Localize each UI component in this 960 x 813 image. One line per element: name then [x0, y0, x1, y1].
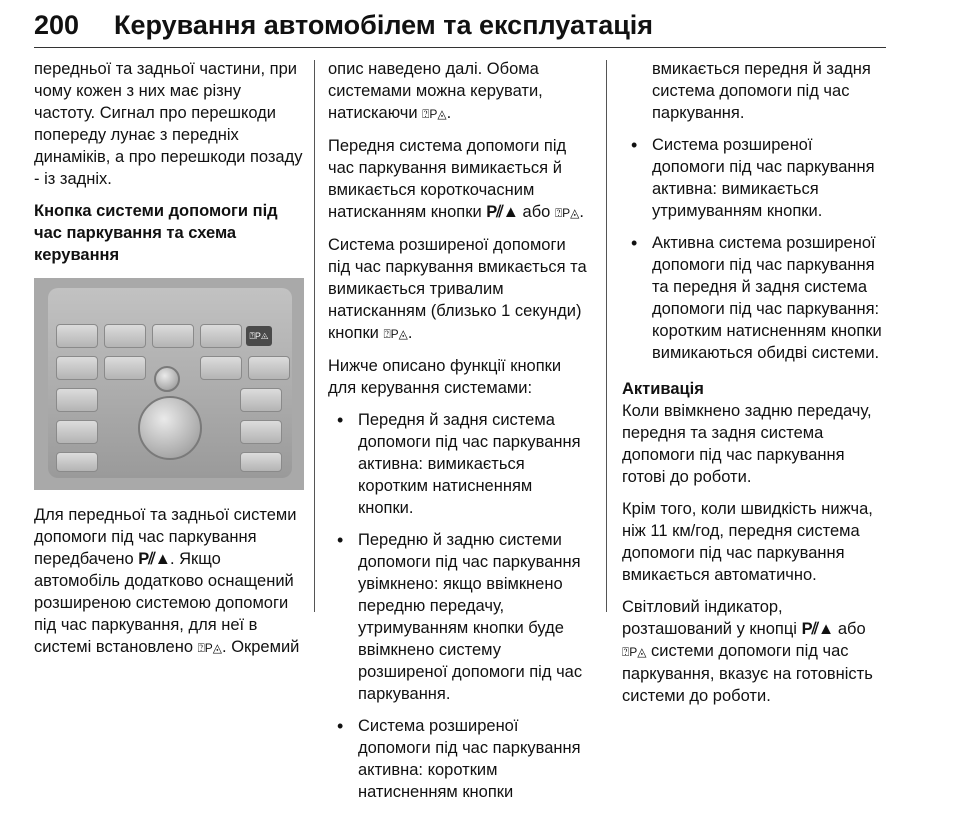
panel-button [240, 452, 282, 472]
parking-camera-icon: ⍰P◬ [197, 641, 223, 655]
paragraph: Система розширеної допомоги під час паркування вмикається та вимикається тривалим натисканням (близько 1 секунди) кнопки ⍰P◬. [328, 236, 587, 342]
page-title: Керування автомобілем та експлуатація [114, 10, 654, 40]
control-panel-photo [34, 278, 304, 490]
parking-camera-icon: ⍰P◬ [622, 645, 647, 659]
page-number: 200 [34, 10, 80, 40]
panel-button [56, 388, 98, 412]
column-divider [606, 60, 607, 612]
parking-camera-icon: ⍰P◬ [383, 327, 408, 341]
panel-button [200, 324, 242, 348]
parking-p-icon: P⫽▲ [801, 620, 834, 638]
section-heading: Активація [622, 380, 704, 398]
control-knob [138, 396, 202, 460]
column-divider [314, 60, 315, 612]
paragraph: передньої та задньої частини, при чому кожен з них має різну частоту. Сигнал про перешкоди попереду лунає з передніх динаміків, а про перешкоди позаду - із задніх. [34, 60, 303, 188]
panel-button [56, 452, 98, 472]
panel-button [104, 324, 146, 348]
paragraph: опис наведено далі. Обома системами можна керувати, натискаючи ⍰P◬. [328, 60, 543, 122]
header-rule [34, 47, 886, 48]
panel-button [56, 356, 98, 380]
panel-button [240, 420, 282, 444]
parking-camera-icon: ⍰P◬ [554, 206, 580, 220]
column-2 [328, 58, 590, 813]
paragraph: вмикається передня й задня система допомоги під час паркування. [652, 60, 871, 122]
panel-button [152, 324, 194, 348]
small-knob [154, 366, 180, 392]
column-3 [622, 58, 888, 717]
paragraph: Передня система допомоги під час паркування вимикається й вмикається короткочасним натисканням кнопки P⫽▲ або ⍰P◬. [328, 137, 584, 221]
list-item: • Активна система розширеної допомоги під час паркування та передня й задня система допомоги під час паркування: коротким натисненням кнопки вимикаються обидві системи. [622, 232, 888, 364]
parking-assist-button: ⍰P◬ [246, 326, 272, 346]
list-item: • Система розширеної допомоги під час паркування активна: вимикається утримуванням кнопки. [622, 134, 888, 222]
section-heading: Кнопка системи допомоги під час паркування та схема керування [34, 202, 278, 264]
panel-button [240, 388, 282, 412]
paragraph: Крім того, коли швидкість нижча, ніж 11 км/год, передня система допомоги під час паркування вмикається автоматично. [622, 500, 873, 584]
list-item: • Передню й задню системи допомоги під час паркування увімкнено: якщо ввімкнено передню передачу, утримуванням кнопки буде ввімкнено систему розширеної допомоги під час паркування. [328, 529, 590, 705]
paragraph: Світловий індикатор, розташований у кнопці P⫽▲ або ⍰P◬ системи допомоги під час паркування, вказує на готовність системи до роботи. [622, 598, 873, 705]
paragraph: Коли ввімкнено задню передачу, передня та задня система допомоги під час паркування готові до роботи. [622, 402, 872, 486]
panel-button [56, 324, 98, 348]
panel-button [200, 356, 242, 380]
panel-button [56, 420, 98, 444]
panel-button [248, 356, 290, 380]
column-1 [34, 58, 304, 669]
parking-p-icon: P⫽▲ [138, 550, 170, 568]
list-item: • Передня й задня система допомоги під час паркування активна: вимикається коротким натисненням кнопки. [328, 409, 590, 519]
paragraph: Для передньої та задньої системи допомоги під час паркування передбачено P⫽▲. Якщо автомобіль додатково оснащений розширеною системою допомоги під час паркування, для неї в системі встановлено ⍰P◬. Окремий [34, 506, 300, 656]
panel-button [104, 356, 146, 380]
parking-p-icon: P⫽▲ [486, 203, 518, 221]
list-item: • Система розширеної допомоги під час паркування активна: коротким натисненням кнопки [328, 715, 590, 803]
paragraph: Нижче описано функції кнопки для керування системами: [328, 357, 562, 397]
parking-camera-icon: ⍰P◬ [422, 107, 447, 121]
page-header [34, 6, 886, 44]
